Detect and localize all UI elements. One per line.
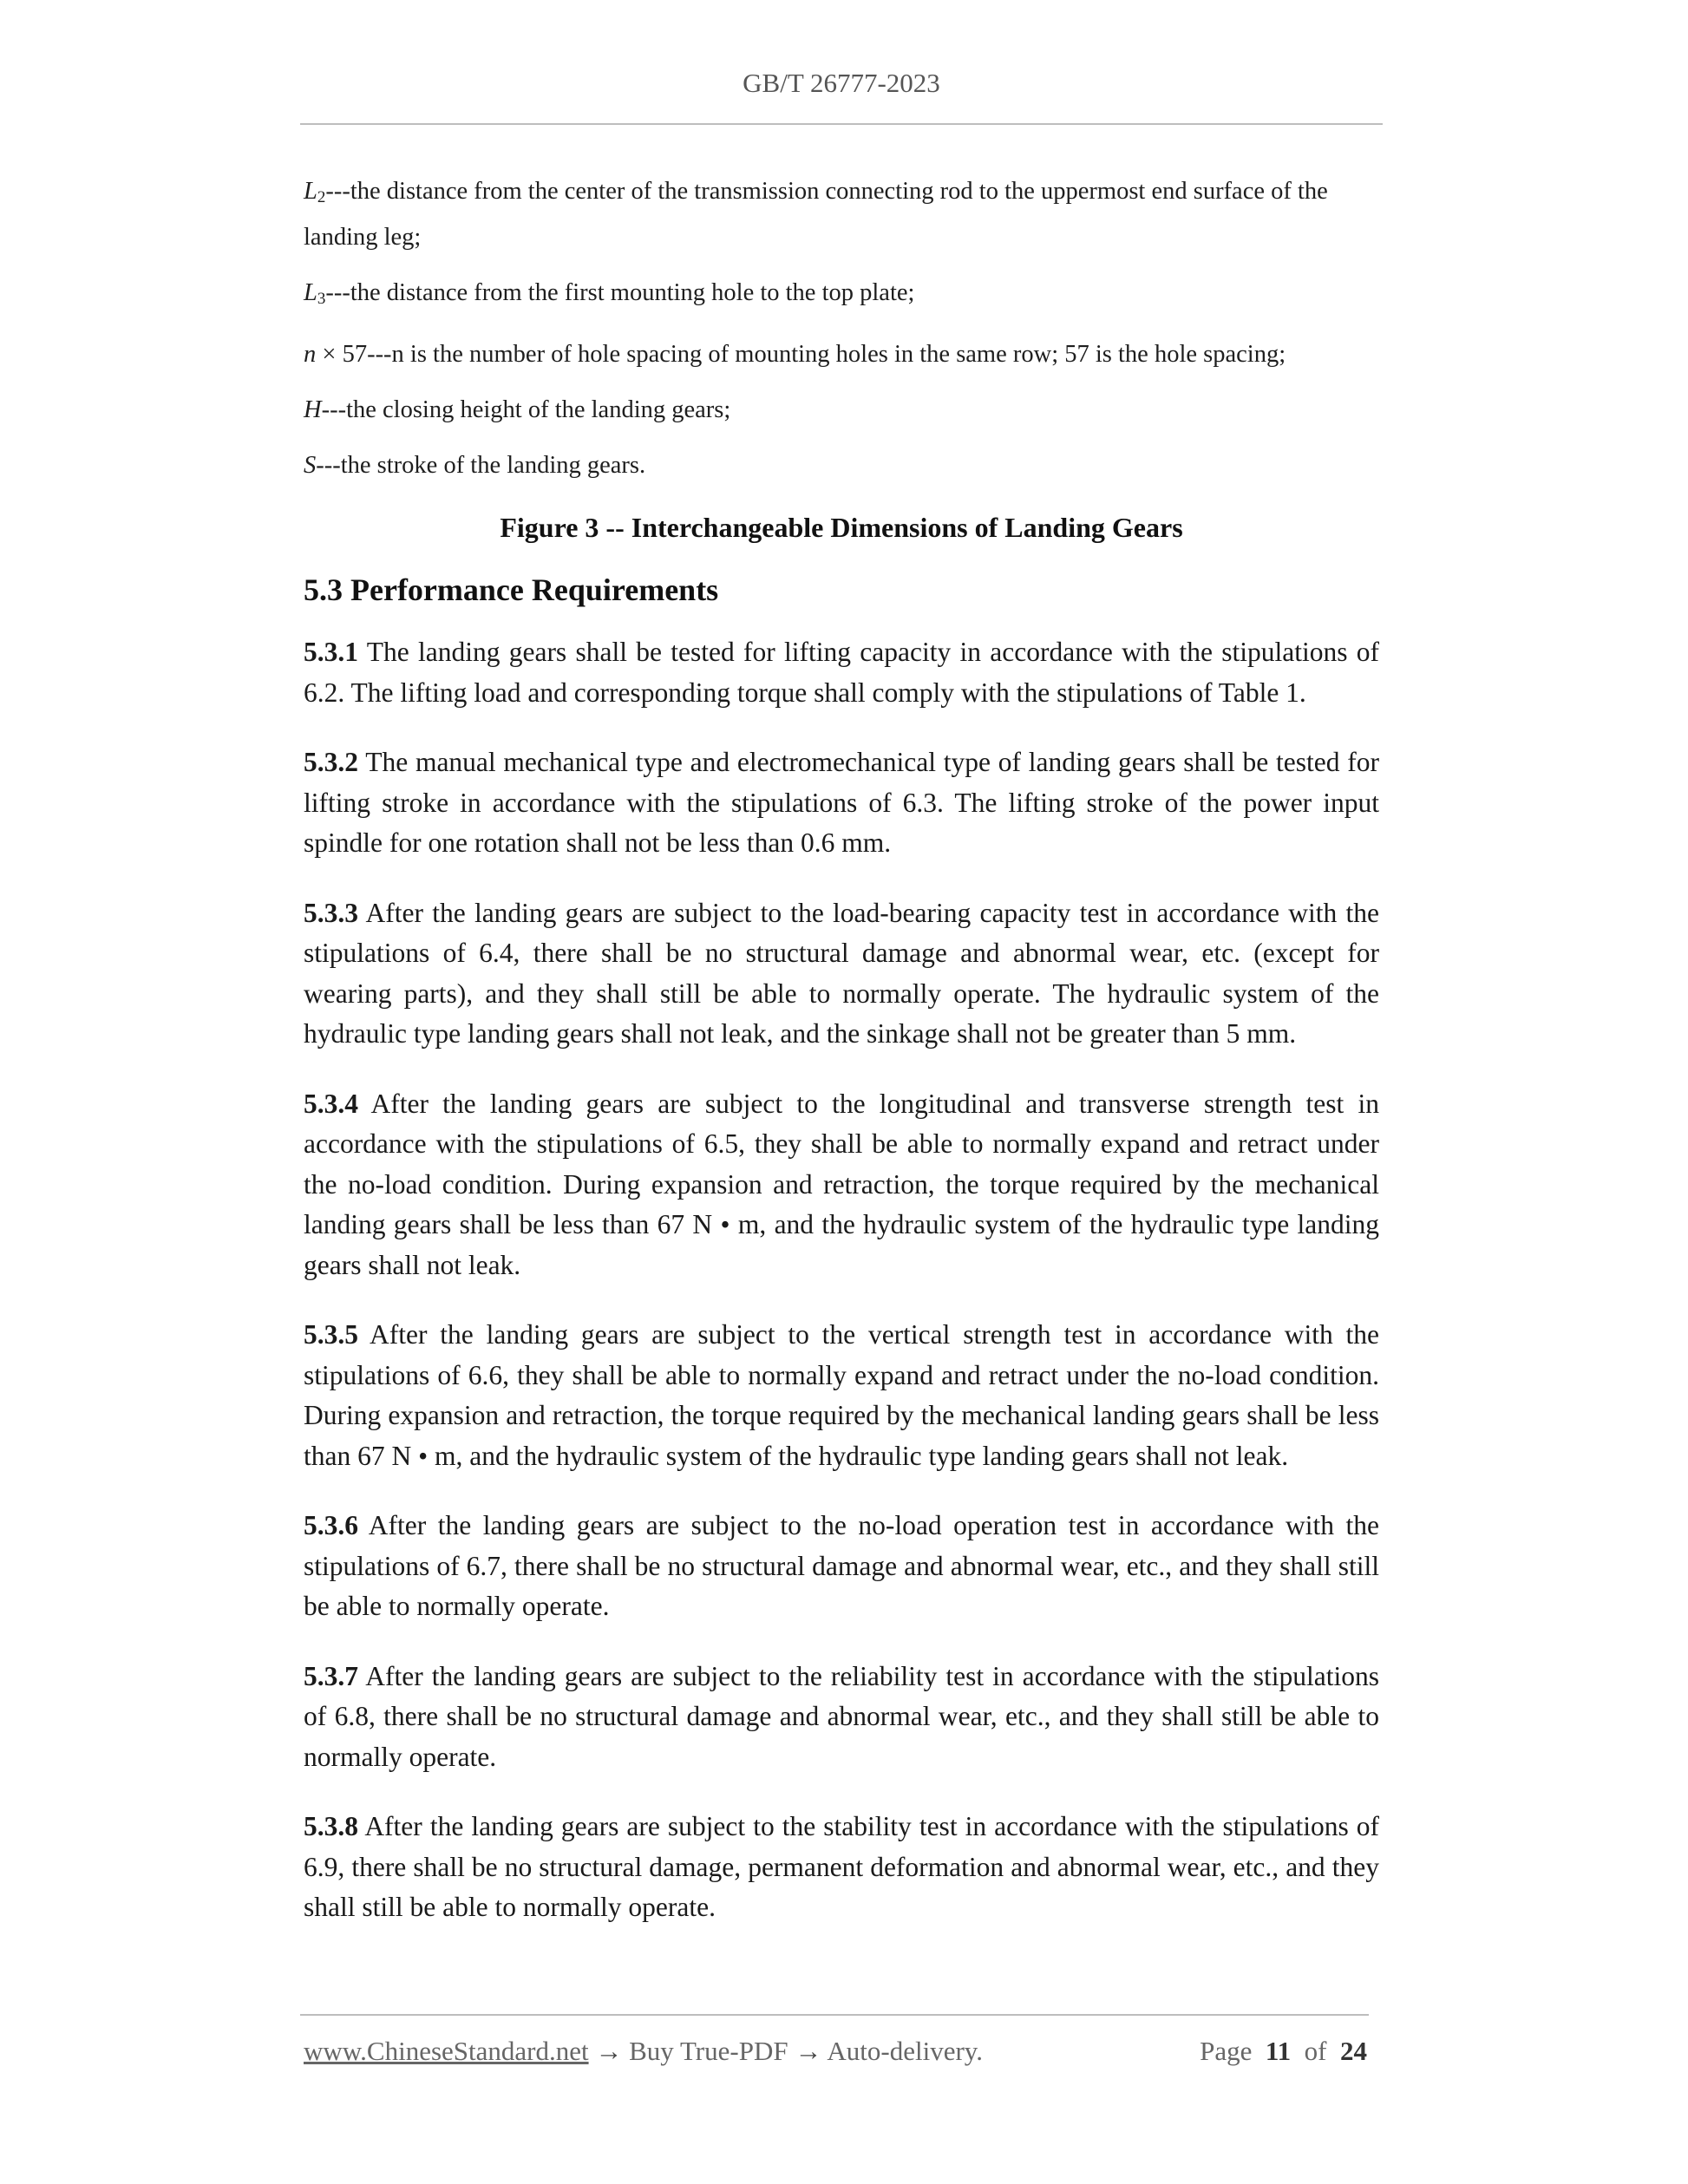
clause-5-3-3	[304, 893, 1379, 1055]
buy-true-pdf-text: Buy True-PDF	[629, 2036, 788, 2066]
note-line	[304, 172, 1379, 258]
clause-number: 5.3.5	[304, 1319, 358, 1350]
clause-text: After the landing gears are subject to the vertical strength test in accordance with the stipulations of 6.6, they shall be able to normally expand and retract under the no-load condition. During expansion and retraction, the torque required by the mechanical landing gears shall be less than 67 N • m, and the hydraulic system of the hydraulic type landing gears shall not leak.	[304, 1319, 1379, 1471]
clause-5-3-5	[304, 1315, 1379, 1476]
clause-text: The manual mechanical type and electromechanical type of landing gears shall be tested for lifting stroke in accordance with the stipulations of 6.3. The lifting stroke of the power input spindle for one rotation shall not be less than 0.6 mm.	[304, 747, 1379, 858]
clause-number: 5.3.4	[304, 1088, 358, 1119]
auto-delivery-text: Auto-delivery.	[827, 2036, 984, 2066]
clause-text: After the landing gears are subject to the stability test in accordance with the stipulations of 6.9, there shall be no structural damage, permanent deformation and abnormal wear, etc., and they shall still be able to normally operate.	[304, 1811, 1379, 1922]
clause-5-3-6	[304, 1506, 1379, 1627]
clause-number: 5.3.1	[304, 637, 358, 667]
clause-text: After the landing gears are subject to the longitudinal and transverse strength test in accordance with the stipulations of 6.5, they shall be able to normally expand and retract under the no-load condition. During expansion and retraction, the torque required by the mechanical landing gears shall be less than 67 N • m, and the hydraulic system of the hydraulic type landing gears shall not leak.	[304, 1088, 1379, 1280]
header-divider	[300, 123, 1383, 125]
clause-text: After the landing gears are subject to the reliability test in accordance with the stipulations of 6.8, there shall be no structural damage and abnormal wear, etc., and they shall still be able to normally operate.	[304, 1660, 1379, 1772]
note-symbol: H	[304, 396, 322, 423]
clause-number: 5.3.2	[304, 747, 358, 777]
clause-5-3-4	[304, 1084, 1379, 1286]
page-label: Page	[1200, 2036, 1253, 2066]
section-heading: 5.3 Performance Requirements	[304, 572, 719, 607]
clause-number: 5.3.7	[304, 1660, 358, 1691]
footer-promo	[304, 2036, 983, 2067]
clause-5-3-1	[304, 632, 1379, 713]
clause-number: 5.3.3	[304, 897, 358, 928]
arrow-right-icon: →	[795, 2036, 822, 2066]
page-number: 11	[1265, 2036, 1292, 2066]
clause-5-3-8	[304, 1807, 1379, 1928]
note-text: ---the distance from the center of the transmission connecting rod to the uppermost end surface of the landing leg;	[304, 178, 1328, 251]
note-text: × 57---n is the number of hole spacing of mounting holes in the same row; 57 is the hole spacing;	[316, 341, 1286, 368]
of-label: of	[1304, 2036, 1327, 2066]
page-indicator	[1200, 2036, 1367, 2067]
clause-number: 5.3.6	[304, 1510, 358, 1540]
clause-text: After the landing gears are subject to the no-load operation test in accordance with the stipulations of 6.7, there shall be no structural damage and abnormal wear, etc., and they shall still be able to normally operate.	[304, 1510, 1379, 1621]
note-symbol: L	[304, 178, 317, 205]
note-subscript: 2	[317, 188, 326, 206]
note-symbol: L	[304, 279, 317, 306]
clause-5-3-7	[304, 1657, 1379, 1778]
clause-number: 5.3.8	[304, 1811, 358, 1841]
arrow-right-icon: →	[595, 2036, 623, 2066]
page-content	[304, 172, 1379, 1958]
page-header-doc-code: GB/T 26777-2023	[743, 68, 940, 98]
clause-5-3-2	[304, 742, 1379, 864]
note-symbol: n	[304, 341, 317, 368]
footer-divider	[300, 2014, 1369, 2016]
note-subscript: 3	[317, 290, 326, 308]
note-line	[304, 335, 1379, 375]
note-text: ---the stroke of the landing gears.	[316, 452, 646, 479]
note-text: ---the closing height of the landing gears;	[321, 396, 731, 423]
figure-caption: Figure 3 -- Interchangeable Dimensions of Landing Gears	[500, 512, 1183, 543]
note-symbol: S	[304, 452, 317, 479]
note-line	[304, 390, 1379, 430]
note-text: ---the distance from the first mounting hole to the top plate;	[325, 279, 915, 306]
note-line	[304, 273, 1379, 319]
note-line	[304, 446, 1379, 486]
clause-text: The landing gears shall be tested for lifting capacity in accordance with the stipulations of 6.2. The lifting load and corresponding torque shall comply with the stipulations of Table 1.	[304, 637, 1379, 708]
total-pages: 24	[1340, 2036, 1367, 2066]
website-link[interactable]: www.ChineseStandard.net	[304, 2036, 589, 2066]
clause-text: After the landing gears are subject to the load-bearing capacity test in accordance with the stipulations of 6.4, there shall be no structural damage and abnormal wear, etc. (except for wearing parts), and they shall still be able to normally operate. The hydraulic system of the hydraulic type landing gears shall not leak, and the sinkage shall not be greater than 5 mm.	[304, 897, 1379, 1049]
